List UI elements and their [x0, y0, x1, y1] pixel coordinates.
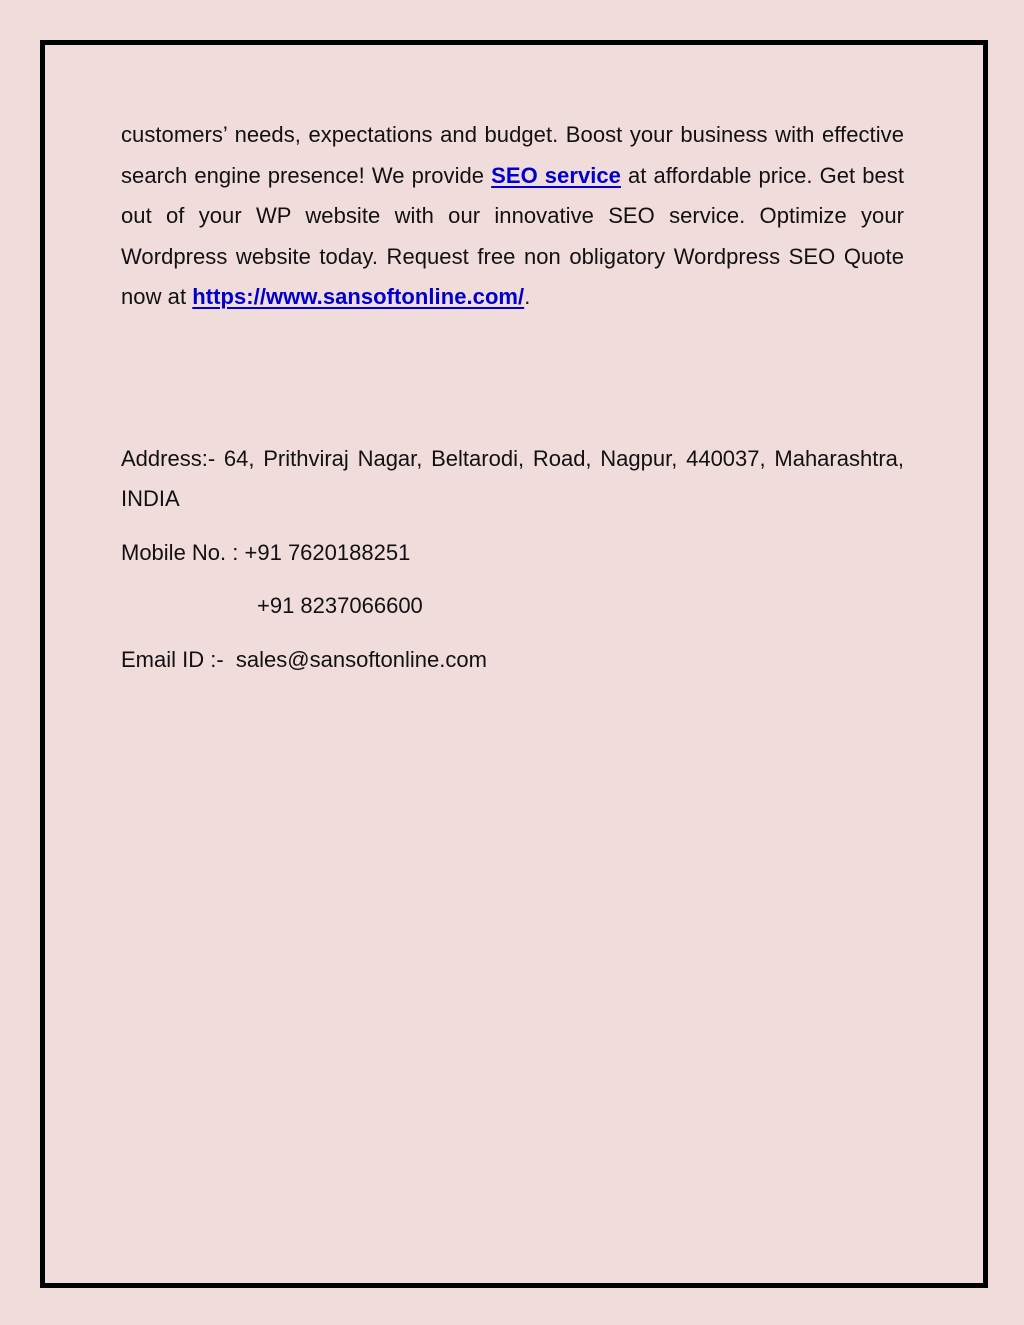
- document-content: [121, 115, 904, 680]
- paragraph-text-1: customers’ needs, expectations and budget. Boost your business with effective search engine presence! We provide: [121, 122, 904, 188]
- mobile-number-2: +91 8237066600: [257, 593, 423, 618]
- mobile-label: Mobile No. :: [121, 539, 239, 565]
- page-frame: [40, 40, 988, 1288]
- website-link[interactable]: https://www.sansoftonline.com/: [192, 284, 525, 309]
- email-address: sales@sansoftonline.com: [235, 646, 487, 672]
- address-text: Address:- 64, Prithviraj Nagar, Beltarodi, Road, Nagpur, 440037, Maharashtra, INDIA: [121, 445, 904, 511]
- paragraph-text-3: .: [524, 284, 531, 309]
- mobile-line: [121, 533, 904, 574]
- mobile-number-1: +91 7620188251: [244, 539, 411, 565]
- email-label: Email ID :-: [121, 646, 224, 672]
- seo-service-link[interactable]: SEO service: [491, 162, 621, 188]
- email-line: [121, 640, 904, 681]
- paragraph-text-2: at affordable price. Get best out of your WP website with our innovative SEO service. Optimize your Wordpress website today. Request free non obligatory Wordpress SEO Quote now at: [121, 162, 905, 309]
- body-paragraph: [121, 115, 904, 318]
